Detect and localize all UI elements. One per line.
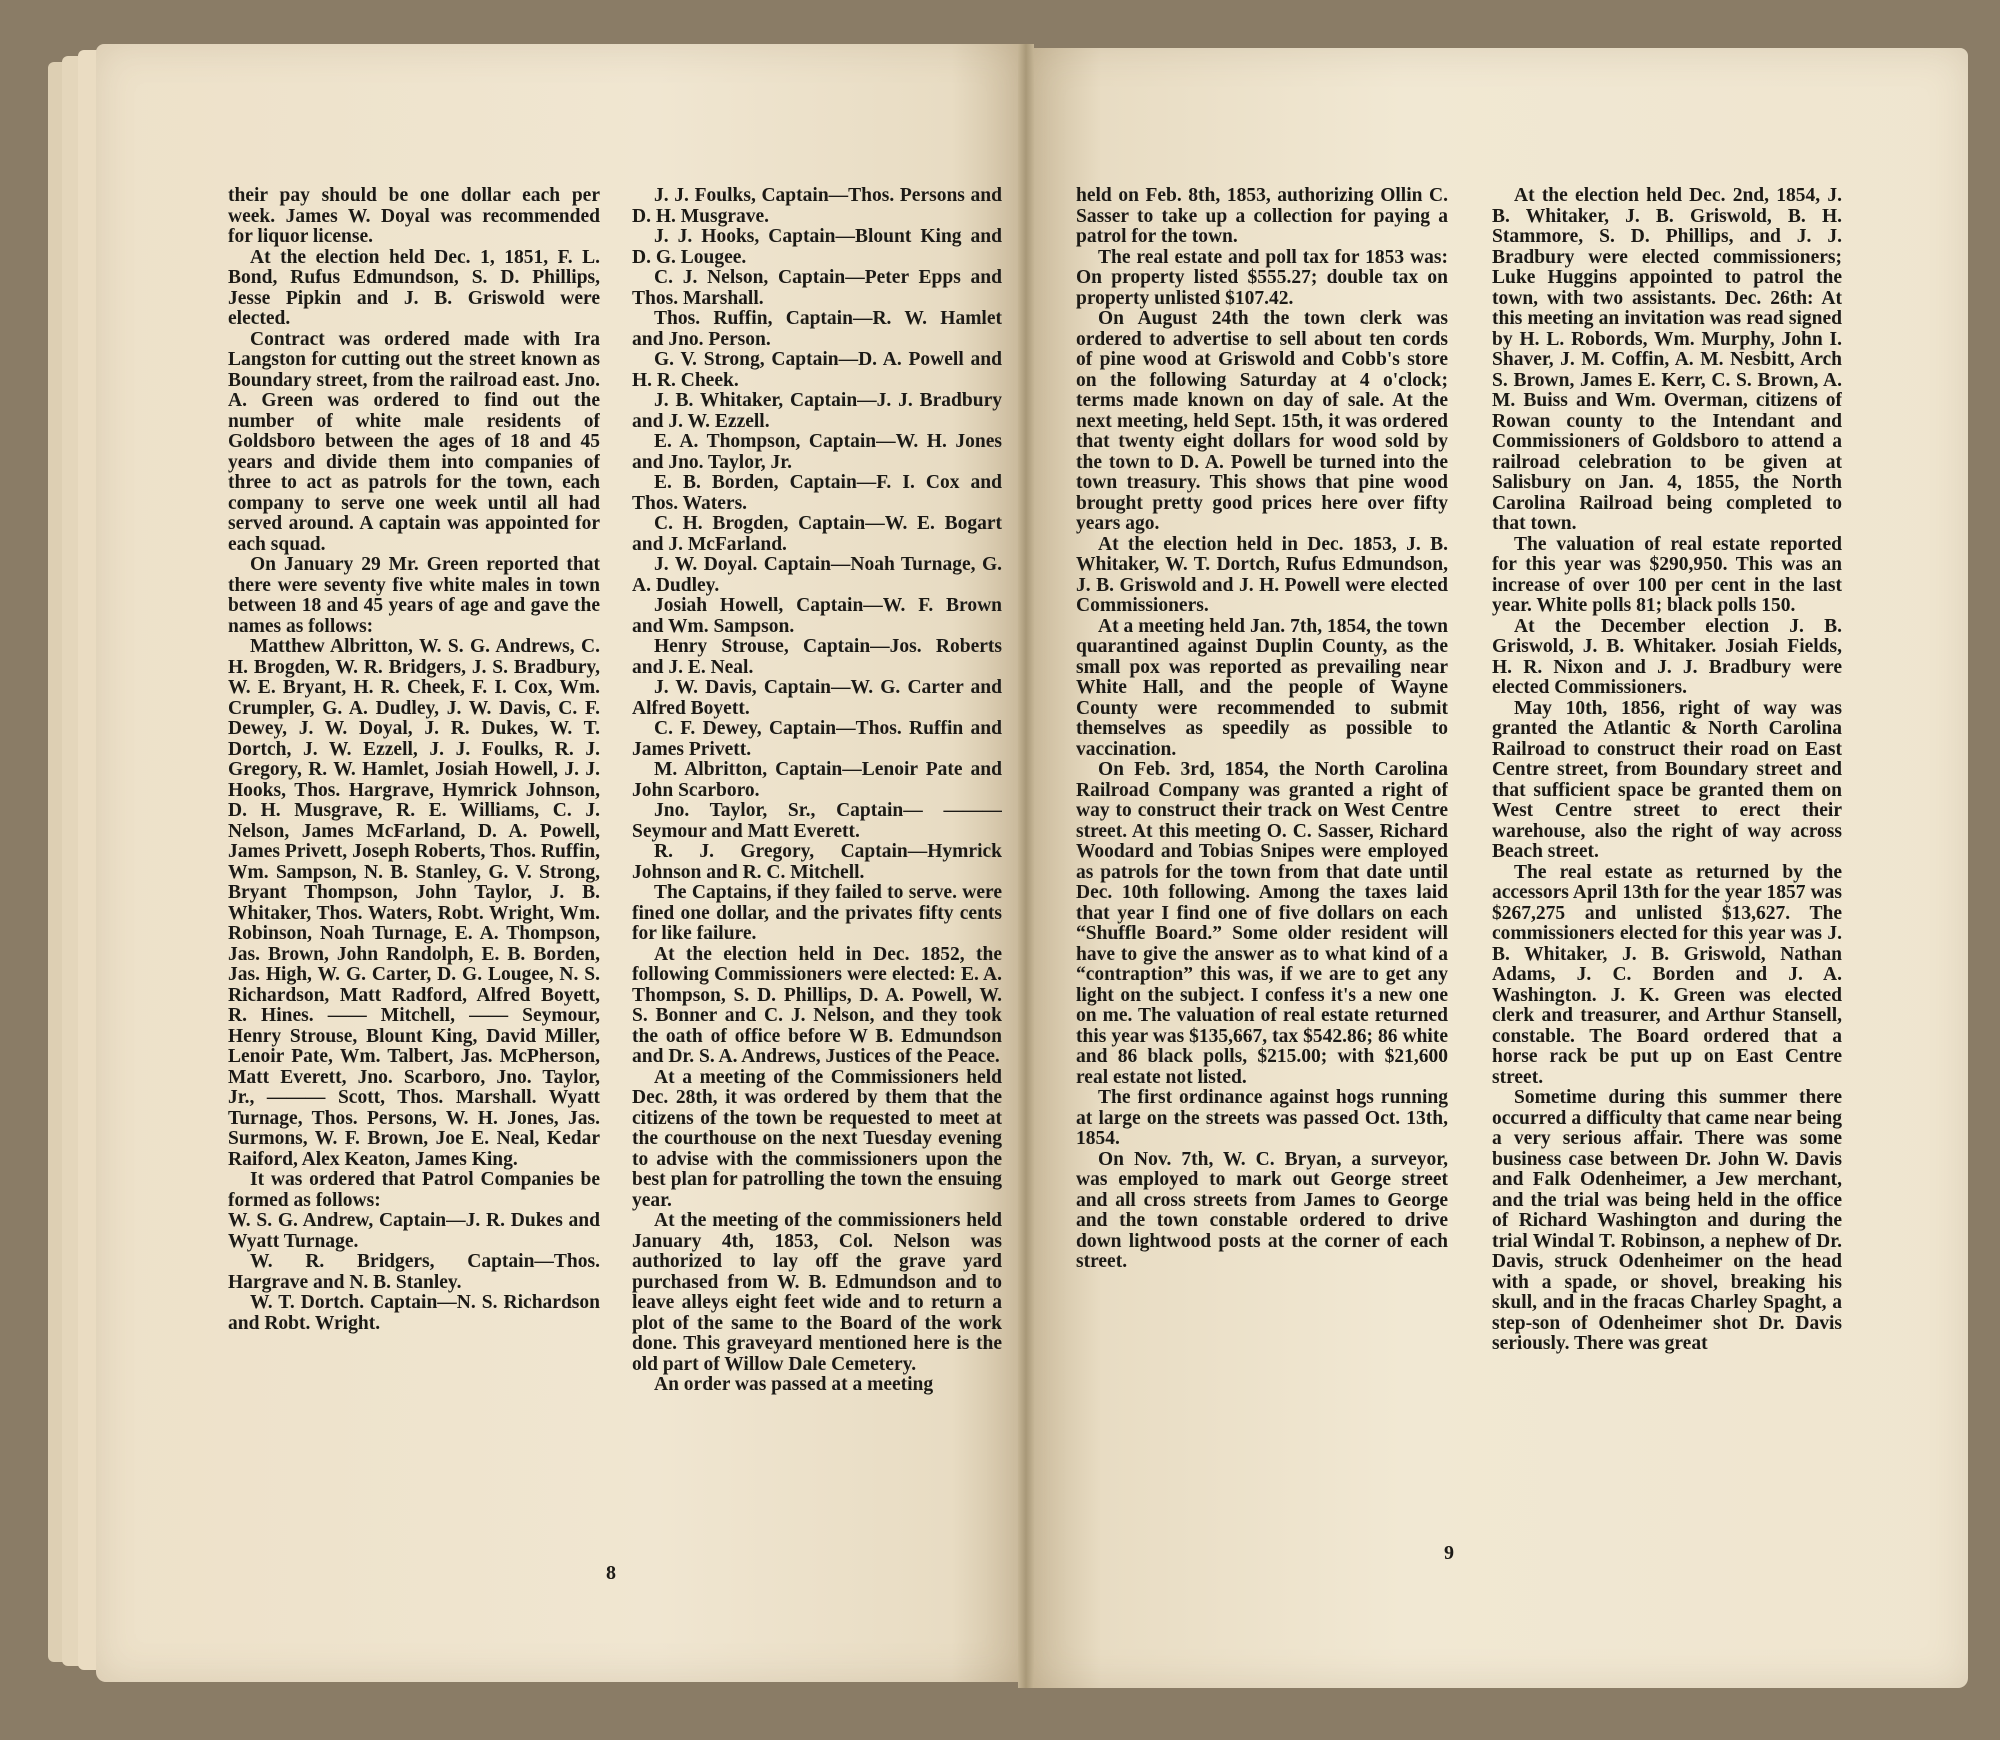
paragraph: At the election held Dec. 1, 1851, F. L. Bond, Rufus Edmundson, S. D. Phillips, Jesse Pipkin and J. B. Griswold were elected.: [228, 246, 600, 329]
text-column-2: [632, 186, 1002, 1546]
paragraph: held on Feb. 8th, 1853, authorizing Ollin C. Sasser to take up a collection for paying a patrol for the town.: [1076, 186, 1448, 247]
paragraph: Jno. Taylor, Sr., Captain— ——— Seymour and Matt Everett.: [632, 800, 1002, 842]
paragraph: Josiah Howell, Captain—W. F. Brown and Wm. Sampson.: [632, 595, 1002, 637]
text-column-4: [1492, 186, 1842, 1546]
paragraph: W. R. Bridgers, Captain—Thos. Hargrave and N. B. Stanley.: [228, 1251, 600, 1293]
paragraph: Henry Strouse, Captain—Jos. Roberts and J. E. Neal.: [632, 636, 1002, 678]
paragraph: J. B. Whitaker, Captain—J. J. Bradbury and J. W. Ezzell.: [632, 390, 1002, 432]
paragraph: Matthew Albritton, W. S. G. Andrews, C. H. Brogden, W. R. Bridgers, J. S. Bradbury, W. E. Bryant, H. R. Cheek, F. I. Cox, Wm. Crumpler, G. A. Dudley, J. W. Davis, C. F. Dewey, J. W. Doyal, J. R. Dukes, W. T. Dortch, J. W. Ezzell, J. J. Foulks, R. J. Gregory, R. W. Hamlet, Josiah Howell, J. J. Hooks, Thos. Hargrave, Hymrick Johnson, D. H. Musgrave, R. E. Williams, C. J. Nelson, James McFarland, D. A. Powell, James Privett, Joseph Roberts, Thos. Ruffin, Wm. Sampson, N. B. Stanley, G. V. Strong, Bryant Thompson, John Taylor, J. B. Whitaker, Thos. Waters, Robt. Wright, Wm. Robinson, Noah Turnage, E. A. Thompson, Jas. Brown, John Randolph, E. B. Borden, Jas. High, W. G. Carter, D. G. Lougee, N. S. Richardson, Matt Radford, Alfred Boyett, R. Hines. —— Mitchell, —— Seymour, Henry Strouse, Blount King, David Miller, Lenoir Pate, Wm. Talbert, Jas. McPherson, Matt Everett, Jno. Scarboro, Jno. Taylor, Jr., ——— Scott, Thos. Marshall. Wyatt Turnage, Thos. Persons, W. H. Jones, Jas. Surmons, W. F. Brown, Joe E. Neal, Kedar Raiford, Alex Keaton, James King.: [228, 636, 600, 1170]
paragraph: On Feb. 3rd, 1854, the North Carolina Railroad Company was granted a right of way to construct their track on West Centre street. At this meeting O. C. Sasser, Richard Woodard and Tobias Snipes were employed as patrols for the town from that date until Dec. 10th following. Among the taxes laid that year I find one of five dollars on each “Shuffle Board.” Some older resident will have to give the answer as to what kind of a “contraption” this was, if we are to get any light on the subject. I confess it's a new one on me. The valuation of real estate returned this year was $135,667, tax $542.86; 86 white and 86 black polls, $215.00; with $21,600 real estate not listed.: [1076, 759, 1448, 1088]
paragraph: May 10th, 1856, right of way was granted the Atlantic & North Carolina Railroad to construct their road on East Centre street, from Boundary street and that sufficient space be granted them on West Centre street to erect their warehouse, also the right of way across Beach street.: [1492, 697, 1842, 862]
page-number-right: 9: [1444, 1542, 1454, 1564]
paragraph: At a meeting held Jan. 7th, 1854, the town quarantined against Duplin County, as the small pox was reported as prevailing near White Hall, and the people of Wayne County were recommended to submit themselves as speedily as possible to vaccination.: [1076, 615, 1448, 760]
paragraph: Contract was ordered made with Ira Langston for cutting out the street known as Boundary street, from the railroad east. Jno. A. Green was ordered to find out the number of white male residents of Goldsboro between the ages of 18 and 45 years and divide them into companies of three to act as patrols for the town, each company to serve one week until all had served around. A captain was appointed for each squad.: [228, 328, 600, 555]
paragraph: At the election held Dec. 2nd, 1854, J. B. Whitaker, J. B. Griswold, B. H. Stammore, S. D. Phillips, and J. J. Bradbury were elected commissioners; Luke Huggins appointed to patrol the town, with two assistants. Dec. 26th: At this meeting an invitation was read signed by H. L. Robords, Wm. Murphy, John I. Shaver, J. M. Coffin, A. M. Nesbitt, Arch S. Brown, James E. Kerr, C. S. Brown, A. M. Buiss and Wm. Overman, citizens of Rowan county to the Intendant and Commissioners of Goldsboro to attend a railroad celebration to be given at Salisbury on Jan. 4, 1855, the North Carolina Railroad being completed to that town.: [1492, 186, 1842, 534]
paragraph: An order was passed at a meeting: [654, 1374, 934, 1395]
paragraph: At the December election J. B. Griswold, J. B. Whitaker. Josiah Fields, H. R. Nixon and J. J. Bradbury were elected Commissioners.: [1492, 615, 1842, 698]
paragraph: W. T. Dortch. Captain—N. S. Richardson and Robt. Wright.: [228, 1292, 600, 1334]
paragraph: C. H. Brogden, Captain—W. E. Bogart and J. McFarland.: [632, 513, 1002, 555]
paragraph: It was ordered that Patrol Companies be formed as follows:: [228, 1169, 600, 1211]
text-column-3: [1076, 186, 1448, 1546]
paragraph: E. A. Thompson, Captain—W. H. Jones and Jno. Taylor, Jr.: [632, 431, 1002, 473]
paragraph: At the election held in Dec. 1852, the following Commissioners were elected: E. A. Thompson, S. D. Phillips, D. A. Powell, W. S. Bonner and C. J. Nelson, and they took the oath of office before W B. Edmundson and Dr. S. A. Andrews, Justices of the Peace.: [632, 943, 1002, 1067]
paragraph: G. V. Strong, Captain—D. A. Powell and H. R. Cheek.: [632, 349, 1002, 391]
paragraph: On January 29 Mr. Green reported that there were seventy five white males in town between 18 and 45 years of age and gave the names as follows:: [228, 554, 600, 637]
paragraph: C. F. Dewey, Captain—Thos. Ruffin and James Privett.: [632, 718, 1002, 760]
paragraph: At the election held in Dec. 1853, J. B. Whitaker, W. T. Dortch, Rufus Edmundson, J. B. Griswold and J. H. Powell were elected Commissioners.: [1076, 533, 1448, 616]
paragraph: C. J. Nelson, Captain—Peter Epps and Thos. Marshall.: [632, 267, 1002, 309]
page-number-left: 8: [606, 1562, 616, 1584]
paragraph: R. J. Gregory, Captain—Hymrick Johnson and R. C. Mitchell.: [632, 841, 1002, 883]
paragraph: J. J. Foulks, Captain—Thos. Persons and D. H. Musgrave.: [632, 186, 1002, 227]
paragraph: J. W. Doyal. Captain—Noah Turnage, G. A. Dudley.: [632, 554, 1002, 596]
paragraph: E. B. Borden, Captain—F. I. Cox and Thos. Waters.: [632, 472, 1002, 514]
paragraph: The first ordinance against hogs running at large on the streets was passed Oct. 13th, 1854.: [1076, 1087, 1448, 1149]
paragraph: On Nov. 7th, W. C. Bryan, a surveyor, was employed to mark out George street and all cross streets from James to George and the town constable ordered to drive down lightwood posts at the corner of each street.: [1076, 1148, 1448, 1272]
paragraph: The real estate and poll tax for 1853 was: On property listed $555.27; double tax on property unlisted $107.42.: [1076, 246, 1448, 309]
paragraph: The valuation of real estate reported for this year was $290,950. This was an increase of over 100 per cent in the last year. White polls 81; black polls 150.: [1492, 533, 1842, 616]
paragraph: their pay should be one dollar each per week. James W. Doyal was recommended for liquor license.: [228, 186, 600, 247]
text-column-1: [228, 186, 600, 1546]
book-gutter: [1018, 44, 1034, 1688]
paragraph: At a meeting of the Commissioners held Dec. 28th, it was ordered by them that the citizens of the town be requested to meet at the courthouse on the next Tuesday evening to advise with the commissioners upon the best plan for patrolling the town the ensuing year.: [632, 1066, 1002, 1211]
paragraph: J. J. Hooks, Captain—Blount King and D. G. Lougee.: [632, 226, 1002, 268]
paragraph: The real estate as returned by the accessors April 13th for the year 1857 was $267,275 and unlisted $13,627. The commissioners elected for this year was J. B. Whitaker, J. B. Griswold, Nathan Adams, J. C. Borden and J. A. Washington. J. K. Green was elected clerk and treasurer, and Arthur Stansell, constable. The Board ordered that a horse rack be put up on East Centre street.: [1492, 861, 1842, 1088]
paragraph: The Captains, if they failed to serve. were fined one dollar, and the privates fifty cents for like failure.: [632, 882, 1002, 944]
paragraph: Sometime during this summer there occurred a difficulty that came near being a very serious affair. There was some business case between Dr. John W. Davis and Falk Odenheimer, a Jew merchant, and the trial was being held in the office of Richard Washington and during the trial Windal T. Robinson, a nephew of Dr. Davis, struck Odenheimer on the head with a spade, or shovel, breaking his skull, and in the fracas Charley Spaght, a step-son of Odenheimer shot Dr. Davis seriously. There was great: [1492, 1087, 1842, 1354]
paragraph: On August 24th the town clerk was ordered to advertise to sell about ten cords of pine wood at Griswold and Cobb's store on the following Saturday at 4 o'clock; terms made known on day of sale. At the next meeting, held Sept. 15th, it was ordered that twenty eight dollars for wood sold by the town to D. A. Powell be turned into the town treasury. This shows that pine wood brought pretty good prices here over fifty years ago.: [1076, 308, 1448, 534]
paragraph: At the meeting of the commissioners held January 4th, 1853, Col. Nelson was authorized to lay off the grave yard purchased from W. B. Edmundson and to leave alleys eight feet wide and to return a plot of the same to the Board of the work done. This graveyard mentioned here is the old part of Willow Dale Cemetery.: [632, 1210, 1002, 1375]
paragraph: W. S. G. Andrew, Captain—J. R. Dukes and Wyatt Turnage.: [228, 1210, 600, 1252]
paragraph: Thos. Ruffin, Captain—R. W. Hamlet and Jno. Person.: [632, 308, 1002, 350]
paragraph: M. Albritton, Captain—Lenoir Pate and John Scarboro.: [632, 759, 1002, 801]
paragraph: J. W. Davis, Captain—W. G. Carter and Alfred Boyett.: [632, 677, 1002, 719]
